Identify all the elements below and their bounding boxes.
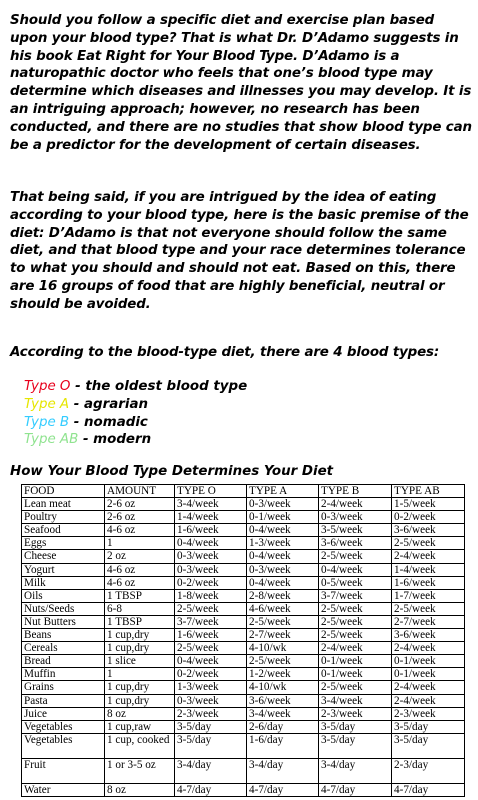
table-title: How Your Blood Type Determines Your Diet [10,464,334,479]
amount-cell: 8 oz [105,707,175,720]
type-b-cell: 2-5/week [319,629,392,642]
food-cell: Muffin [22,668,105,681]
table-row [22,576,465,589]
table-row [22,498,465,511]
type-b-cell: 3-5/day [319,720,392,733]
type-b-cell: 2-5/week [319,602,392,615]
blood-types-intro: According to the blood-type diet, there are 4 blood types: [10,345,440,360]
table-row [22,681,465,694]
type-a-cell: 1-3/week [247,537,319,550]
blood-type-item [24,396,247,414]
type-ab-cell: 2-4/week [392,694,465,707]
type-o-cell: 2-5/week [175,602,247,615]
food-cell: Seafood [22,524,105,537]
amount-cell: 2-6 oz [105,498,175,511]
food-cell: Oils [22,589,105,602]
type-b-cell: 2-5/week [319,615,392,628]
type-a-cell: 2-7/week [247,629,319,642]
type-o-cell: 0-4/week [175,537,247,550]
type-b-cell: 0-3/week [319,511,392,524]
table-row [22,733,465,758]
table-row [22,629,465,642]
type-o-cell: 0-4/week [175,655,247,668]
type-o-cell: 3-5/day [175,720,247,733]
type-o-cell: 1-4/week [175,511,247,524]
type-a-cell: 1-2/week [247,668,319,681]
header-type-a: TYPE A [247,485,319,498]
type-ab-cell: 3-5/day [392,733,465,758]
type-a-cell: 3-4/day [247,758,319,783]
type-ab-cell: 1-7/week [392,589,465,602]
type-o-cell: 1-6/week [175,524,247,537]
food-cell: Cheese [22,550,105,563]
food-cell: Beans [22,629,105,642]
amount-cell: 4-6 oz [105,563,175,576]
table-row [22,537,465,550]
type-o-cell: 1-8/week [175,589,247,602]
food-cell: Grains [22,681,105,694]
amount-cell: 1 cup, cooked [105,733,175,758]
type-b-cell: 0-1/week [319,668,392,681]
blood-type-desc: - modern [82,432,152,448]
table-row [22,694,465,707]
blood-type-name: Type AB [24,432,79,448]
table-row [22,784,465,797]
table-row [22,589,465,602]
blood-type-item [24,378,247,396]
amount-cell: 2 oz [105,550,175,563]
food-cell: Water [22,784,105,797]
amount-cell: 1 cup,dry [105,681,175,694]
amount-cell: 4-6 oz [105,524,175,537]
header-food: FOOD [22,485,105,498]
type-b-cell: 0-1/week [319,655,392,668]
type-a-cell: 0-3/week [247,563,319,576]
type-b-cell: 0-4/week [319,563,392,576]
type-a-cell: 2-5/week [247,655,319,668]
type-a-cell: 4-7/day [247,784,319,797]
type-ab-cell: 0-2/week [392,511,465,524]
blood-type-name: Type O [24,379,71,394]
amount-cell: 1 TBSP [105,589,175,602]
type-b-cell: 2-5/week [319,550,392,563]
type-o-cell: 0-2/week [175,668,247,681]
type-ab-cell: 0-1/week [392,668,465,681]
amount-cell: 1 [105,537,175,550]
food-cell: Bread [22,655,105,668]
amount-cell: 2-6 oz [105,511,175,524]
type-ab-cell: 4-7/day [392,784,465,797]
type-ab-cell: 3-6/week [392,629,465,642]
amount-cell: 1 [105,668,175,681]
type-a-cell: 1-6/day [247,733,319,758]
blood-type-name: Type B [24,414,70,430]
type-a-cell: 4-6/week [247,602,319,615]
type-o-cell: 0-3/week [175,563,247,576]
table-row [22,511,465,524]
type-a-cell: 0-3/week [247,498,319,511]
food-cell: Nut Butters [22,615,105,628]
type-a-cell: 3-6/week [247,694,319,707]
type-ab-cell: 2-3/week [392,707,465,720]
type-ab-cell: 0-1/week [392,655,465,668]
type-a-cell: 4-10/wk [247,681,319,694]
blood-type-desc: - nomadic [73,414,148,430]
type-b-cell: 3-5/day [319,733,392,758]
food-cell: Poultry [22,511,105,524]
table-row [22,563,465,576]
type-b-cell: 3-6/week [319,537,392,550]
type-a-cell: 4-10/wk [247,642,319,655]
type-a-cell: 2-8/week [247,589,319,602]
type-a-cell: 0-4/week [247,550,319,563]
amount-cell: 1 cup,dry [105,642,175,655]
type-b-cell: 2-4/week [319,642,392,655]
blood-type-list [24,378,247,449]
food-cell: Pasta [22,694,105,707]
amount-cell: 1 TBSP [105,615,175,628]
food-cell: Juice [22,707,105,720]
type-ab-cell: 2-4/week [392,681,465,694]
amount-cell: 8 oz [105,784,175,797]
type-o-cell: 0-3/week [175,550,247,563]
type-ab-cell: 1-6/week [392,576,465,589]
food-cell: Fruit [22,758,105,783]
amount-cell: 1 cup,dry [105,629,175,642]
food-cell: Yogurt [22,563,105,576]
type-ab-cell: 3-5/day [392,720,465,733]
type-o-cell: 3-4/day [175,758,247,783]
food-cell: Nuts/Seeds [22,602,105,615]
type-o-cell: 3-5/day [175,733,247,758]
amount-cell: 1 slice [105,655,175,668]
type-a-cell: 0-4/week [247,576,319,589]
type-o-cell: 2-5/week [175,642,247,655]
food-cell: Eggs [22,537,105,550]
type-b-cell: 0-5/week [319,576,392,589]
blood-type-desc: - agrarian [73,396,149,412]
type-a-cell: 0-1/week [247,511,319,524]
premise-paragraph: That being said, if you are intrigued by the idea of eating according to your blood type, here is the basic premise of the diet: D’Adamo is that not everyone should follow the same diet, and that blood type and your race determines tolerance to what you should and should not eat. Based on this, there are 16 groups of food that are highly beneficial, neutral or should be avoided. [10,190,469,312]
type-ab-cell: 2-4/week [392,550,465,563]
type-o-cell: 2-3/week [175,707,247,720]
food-cell: Cereals [22,642,105,655]
type-b-cell: 4-7/day [319,784,392,797]
type-ab-cell: 1-5/week [392,498,465,511]
type-a-cell: 0-4/week [247,524,319,537]
header-amount: AMOUNT [105,485,175,498]
amount-cell: 4-6 oz [105,576,175,589]
amount-cell: 1 cup,dry [105,694,175,707]
blood-type-item [24,414,247,432]
header-type-ab: TYPE AB [392,485,465,498]
amount-cell: 1 or 3-5 oz [105,758,175,783]
type-o-cell: 3-4/week [175,498,247,511]
type-o-cell: 1-6/week [175,629,247,642]
intro-paragraph: Should you follow a specific diet and exercise plan based upon your blood type? That is what Dr. D’Adamo suggests in his book Eat Right for Your Blood Type. D’Adamo is a naturopathic doctor who feels that one’s blood type may determine which diseases and illnesses you may develop. It is an intriguing approach; however, no research has been conducted, and there are no studies that show blood type can be a predictor for the development of certain diseases. [10,13,472,153]
table-row [22,524,465,537]
header-type-b: TYPE B [319,485,392,498]
blood-type-desc: - the oldest blood type [75,379,248,394]
type-ab-cell: 2-7/week [392,615,465,628]
type-ab-cell: 3-6/week [392,524,465,537]
table-row [22,550,465,563]
type-ab-cell: 2-4/week [392,642,465,655]
table-row [22,720,465,733]
table-row [22,615,465,628]
header-type-o: TYPE O [175,485,247,498]
food-cell: Vegetables [22,733,105,758]
type-b-cell: 3-4/day [319,758,392,783]
type-ab-cell: 1-4/week [392,563,465,576]
type-b-cell: 3-4/week [319,694,392,707]
type-o-cell: 3-7/week [175,615,247,628]
type-b-cell: 3-5/week [319,524,392,537]
food-cell: Lean meat [22,498,105,511]
type-b-cell: 2-3/week [319,707,392,720]
type-a-cell: 2-5/week [247,615,319,628]
type-o-cell: 0-2/week [175,576,247,589]
type-b-cell: 2-4/week [319,498,392,511]
type-a-cell: 2-6/day [247,720,319,733]
table-row [22,668,465,681]
type-ab-cell: 2-5/week [392,602,465,615]
blood-type-item [24,431,247,449]
table-row [22,602,465,615]
type-ab-cell: 2-5/week [392,537,465,550]
table-row [22,758,465,783]
diet-table [21,484,465,797]
type-a-cell: 3-4/week [247,707,319,720]
type-ab-cell: 2-3/day [392,758,465,783]
type-o-cell: 1-3/week [175,681,247,694]
table-header-row [22,485,465,498]
table-row [22,642,465,655]
table-row [22,655,465,668]
table-row [22,707,465,720]
type-b-cell: 3-7/week [319,589,392,602]
type-o-cell: 4-7/day [175,784,247,797]
table-body [22,498,465,797]
type-b-cell: 2-5/week [319,681,392,694]
amount-cell: 1 cup,raw [105,720,175,733]
amount-cell: 6-8 [105,602,175,615]
type-o-cell: 0-3/week [175,694,247,707]
food-cell: Vegetables [22,720,105,733]
blood-type-name: Type A [24,396,70,412]
food-cell: Milk [22,576,105,589]
